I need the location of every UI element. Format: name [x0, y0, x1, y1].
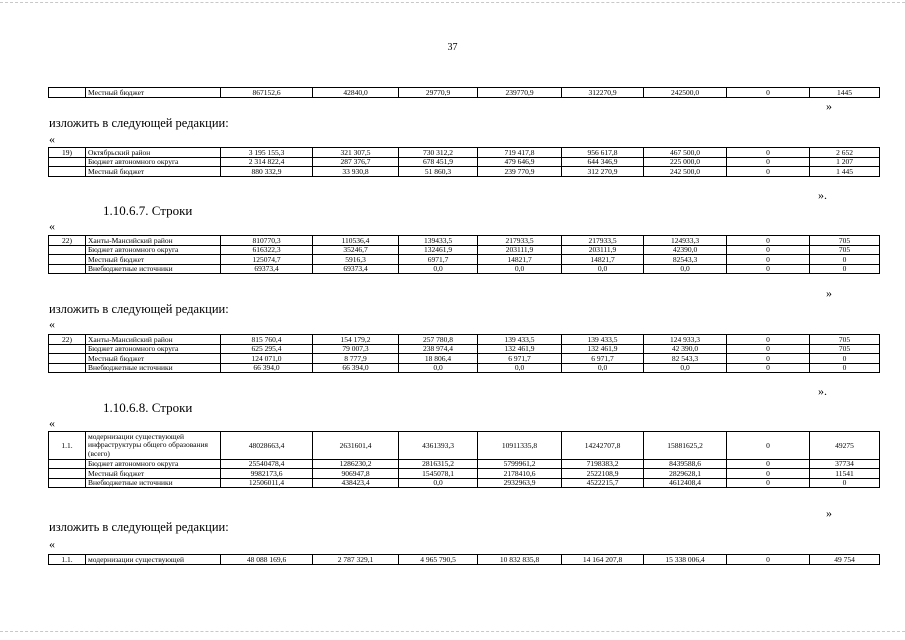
value-cell: 35246,7: [313, 245, 399, 255]
value-cell: 1286230,2: [313, 459, 399, 469]
row-name-cell: Внебюджетные источники: [86, 478, 221, 488]
value-cell: 42390,0: [644, 245, 727, 255]
value-cell: 0: [727, 157, 810, 167]
value-cell: 0: [810, 354, 880, 364]
row-number-cell: 22): [49, 335, 86, 345]
value-cell: 0: [810, 255, 880, 265]
open-quote: «: [49, 219, 55, 233]
value-cell: 0: [727, 459, 810, 469]
value-cell: 0: [727, 88, 810, 98]
value-cell: 79 007,3: [313, 344, 399, 354]
value-cell: 0: [727, 148, 810, 158]
value-cell: 238 974,4: [399, 344, 478, 354]
row-number-cell: [49, 478, 86, 488]
value-cell: 705: [810, 344, 880, 354]
value-cell: 0: [810, 264, 880, 274]
value-cell: 2522108,9: [562, 469, 644, 479]
value-cell: 0,0: [562, 264, 644, 274]
close-quote: »: [826, 99, 832, 113]
value-cell: 10911335,8: [478, 432, 562, 460]
value-cell: 815 760,4: [221, 335, 313, 345]
value-cell: 14821,7: [562, 255, 644, 265]
value-cell: 0: [727, 255, 810, 265]
value-cell: 8 777,9: [313, 354, 399, 364]
value-cell: 154 179,2: [313, 335, 399, 345]
value-cell: 4 965 790,5: [399, 555, 478, 565]
value-cell: 467 500,0: [644, 148, 727, 158]
value-cell: 0,0: [644, 264, 727, 274]
value-cell: 1445: [810, 88, 880, 98]
value-cell: 0: [727, 555, 810, 565]
section-1-10-6-8: 1.10.6.8. Строки: [103, 400, 193, 415]
value-cell: 66 394,0: [221, 363, 313, 373]
value-cell: 11541: [810, 469, 880, 479]
value-cell: 2 652: [810, 148, 880, 158]
row-name-cell: Местный бюджет: [86, 469, 221, 479]
table-row: [49, 157, 880, 167]
row-number-cell: [49, 354, 86, 364]
close-quote: »: [826, 286, 832, 300]
value-cell: 5799961,2: [478, 459, 562, 469]
value-cell: 1 207: [810, 157, 880, 167]
close-quote-dot: ».: [818, 384, 827, 398]
table-t4: [48, 431, 880, 488]
value-cell: 4612408,4: [644, 478, 727, 488]
row-number-cell: 1.1.: [49, 555, 86, 565]
row-number-cell: [49, 363, 86, 373]
value-cell: 42 390,0: [644, 344, 727, 354]
value-cell: 810770,3: [221, 236, 313, 246]
table-row: [49, 555, 880, 565]
value-cell: 321 307,5: [313, 148, 399, 158]
table-row: [49, 469, 880, 479]
value-cell: 880 332,9: [221, 167, 313, 177]
value-cell: 0: [727, 335, 810, 345]
scan-edge-top: [0, 2, 905, 3]
value-cell: 0: [727, 478, 810, 488]
value-cell: 124 071,0: [221, 354, 313, 364]
row-number-cell: [49, 344, 86, 354]
value-cell: 906947,8: [313, 469, 399, 479]
value-cell: 15881625,2: [644, 432, 727, 460]
value-cell: 0: [727, 469, 810, 479]
table-row: [49, 88, 880, 98]
row-name-cell: Ханты-Мансийский район: [86, 236, 221, 246]
page-number: 37: [447, 42, 458, 53]
value-cell: 625 295,4: [221, 344, 313, 354]
table-row: [49, 478, 880, 488]
value-cell: 132 461,9: [562, 344, 644, 354]
row-number-cell: [49, 167, 86, 177]
open-quote: «: [49, 317, 55, 331]
value-cell: 1 445: [810, 167, 880, 177]
value-cell: 0,0: [399, 264, 478, 274]
value-cell: 0: [727, 167, 810, 177]
value-cell: 867152,6: [221, 88, 313, 98]
row-name-cell: модернизации существующей инфраструктуры общего образования (всего): [86, 432, 221, 460]
value-cell: 124 933,3: [644, 335, 727, 345]
value-cell: 2631601,4: [313, 432, 399, 460]
value-cell: 6 971,7: [478, 354, 562, 364]
value-cell: 33 930,8: [313, 167, 399, 177]
row-name-cell: Местный бюджет: [86, 255, 221, 265]
value-cell: 225 000,0: [644, 157, 727, 167]
row-number-cell: 1.1.: [49, 432, 86, 460]
value-cell: 217933,5: [478, 236, 562, 246]
open-quote: «: [49, 537, 55, 551]
value-cell: 0: [810, 478, 880, 488]
table-t2: [48, 235, 880, 274]
value-cell: 14 164 207,8: [562, 555, 644, 565]
table-t5: [48, 554, 880, 565]
row-name-cell: Местный бюджет: [86, 167, 221, 177]
row-number-cell: [49, 255, 86, 265]
value-cell: 139 433,5: [562, 335, 644, 345]
value-cell: 29770,9: [399, 88, 478, 98]
table-t3: [48, 334, 880, 373]
row-name-cell: Внебюджетные источники: [86, 363, 221, 373]
value-cell: 287 376,7: [313, 157, 399, 167]
value-cell: 2178410,6: [478, 469, 562, 479]
value-cell: 0: [727, 432, 810, 460]
value-cell: 12506011,4: [221, 478, 313, 488]
row-number-cell: [49, 157, 86, 167]
value-cell: 15 338 006,4: [644, 555, 727, 565]
value-cell: 312 270,9: [562, 167, 644, 177]
value-cell: 69373,4: [313, 264, 399, 274]
row-name-cell: Ханты-Мансийский район: [86, 335, 221, 345]
row-name-cell: Внебюджетные источники: [86, 264, 221, 274]
value-cell: 10 832 835,8: [478, 555, 562, 565]
replace-phrase: изложить в следующей редакции:: [49, 116, 229, 130]
value-cell: 0: [727, 264, 810, 274]
row-name-cell: Бюджет автономного округа: [86, 344, 221, 354]
value-cell: 5916,3: [313, 255, 399, 265]
value-cell: 242500,0: [644, 88, 727, 98]
value-cell: 139433,5: [399, 236, 478, 246]
value-cell: 203111,9: [478, 245, 562, 255]
value-cell: 66 394,0: [313, 363, 399, 373]
row-number-cell: [49, 469, 86, 479]
table-t1: [48, 147, 880, 177]
value-cell: 0: [727, 245, 810, 255]
value-cell: 616322,3: [221, 245, 313, 255]
open-quote: «: [49, 416, 55, 430]
value-cell: 49275: [810, 432, 880, 460]
replace-phrase: изложить в следующей редакции:: [49, 302, 229, 316]
value-cell: 0: [727, 344, 810, 354]
value-cell: 51 860,3: [399, 167, 478, 177]
value-cell: 678 451,9: [399, 157, 478, 167]
close-quote-dot: ».: [818, 188, 827, 202]
table-row: [49, 354, 880, 364]
table-row: [49, 245, 880, 255]
value-cell: 239 770,9: [478, 167, 562, 177]
table-row: [49, 459, 880, 469]
value-cell: 719 417,8: [478, 148, 562, 158]
row-name-cell: Бюджет автономного округа: [86, 459, 221, 469]
row-name-cell: Местный бюджет: [86, 354, 221, 364]
value-cell: 132461,9: [399, 245, 478, 255]
value-cell: 257 780,8: [399, 335, 478, 345]
value-cell: 242 500,0: [644, 167, 727, 177]
value-cell: 124933,3: [644, 236, 727, 246]
value-cell: 25540478,4: [221, 459, 313, 469]
value-cell: 0: [810, 363, 880, 373]
table-row: [49, 148, 880, 158]
row-number-cell: [49, 459, 86, 469]
row-number-cell: 22): [49, 236, 86, 246]
value-cell: 4361393,3: [399, 432, 478, 460]
value-cell: 82 543,3: [644, 354, 727, 364]
row-name-cell: Бюджет автономного округа: [86, 157, 221, 167]
value-cell: 705: [810, 335, 880, 345]
value-cell: 3 195 155,3: [221, 148, 313, 158]
value-cell: 14242707,8: [562, 432, 644, 460]
row-name-cell: Бюджет автономного округа: [86, 245, 221, 255]
table-row: [49, 236, 880, 246]
value-cell: 203111,9: [562, 245, 644, 255]
value-cell: 0,0: [562, 363, 644, 373]
value-cell: 6971,7: [399, 255, 478, 265]
value-cell: 82543,3: [644, 255, 727, 265]
value-cell: 0: [727, 236, 810, 246]
row-name-cell: Местный бюджет: [86, 88, 221, 98]
table-row: [49, 264, 880, 274]
table-row: [49, 432, 880, 460]
value-cell: 0,0: [478, 363, 562, 373]
value-cell: 8439588,6: [644, 459, 727, 469]
value-cell: 42840,0: [313, 88, 399, 98]
value-cell: 125074,7: [221, 255, 313, 265]
table-row: [49, 363, 880, 373]
scan-edge-bottom: [0, 631, 905, 632]
value-cell: 14821,7: [478, 255, 562, 265]
row-number-cell: [49, 264, 86, 274]
value-cell: 705: [810, 245, 880, 255]
value-cell: 132 461,9: [478, 344, 562, 354]
value-cell: 7198383,2: [562, 459, 644, 469]
value-cell: 730 312,2: [399, 148, 478, 158]
replace-phrase: изложить в следующей редакции:: [49, 520, 229, 534]
value-cell: 2 314 822,4: [221, 157, 313, 167]
value-cell: 239770,9: [478, 88, 562, 98]
table-row: [49, 335, 880, 345]
value-cell: 2 787 329,1: [313, 555, 399, 565]
value-cell: 0,0: [399, 363, 478, 373]
row-number-cell: [49, 245, 86, 255]
row-number-cell: 19): [49, 148, 86, 158]
section-1-10-6-7: 1.10.6.7. Строки: [103, 203, 193, 218]
value-cell: 0,0: [478, 264, 562, 274]
open-quote: «: [49, 132, 55, 146]
value-cell: 0,0: [399, 478, 478, 488]
value-cell: 49 754: [810, 555, 880, 565]
value-cell: 0,0: [644, 363, 727, 373]
table-t0: [48, 87, 880, 98]
value-cell: 312270,9: [562, 88, 644, 98]
value-cell: 217933,5: [562, 236, 644, 246]
value-cell: 956 617,8: [562, 148, 644, 158]
table-row: [49, 344, 880, 354]
value-cell: 48 088 169,6: [221, 555, 313, 565]
value-cell: 644 346,9: [562, 157, 644, 167]
row-name-cell: Октябрьский район: [86, 148, 221, 158]
close-quote: »: [826, 506, 832, 520]
value-cell: 4522215,7: [562, 478, 644, 488]
row-name-cell: модернизации существующей: [86, 555, 221, 565]
value-cell: 9982173,6: [221, 469, 313, 479]
value-cell: 438423,4: [313, 478, 399, 488]
value-cell: 18 806,4: [399, 354, 478, 364]
value-cell: 110536,4: [313, 236, 399, 246]
value-cell: 1545078,1: [399, 469, 478, 479]
row-number-cell: [49, 88, 86, 98]
value-cell: 479 646,9: [478, 157, 562, 167]
value-cell: 0: [727, 354, 810, 364]
table-row: [49, 255, 880, 265]
value-cell: 0: [727, 363, 810, 373]
value-cell: 2932963,9: [478, 478, 562, 488]
value-cell: 69373,4: [221, 264, 313, 274]
value-cell: 2816315,2: [399, 459, 478, 469]
value-cell: 2829628,1: [644, 469, 727, 479]
value-cell: 139 433,5: [478, 335, 562, 345]
value-cell: 48028663,4: [221, 432, 313, 460]
value-cell: 705: [810, 236, 880, 246]
table-row: [49, 167, 880, 177]
value-cell: 6 971,7: [562, 354, 644, 364]
value-cell: 37734: [810, 459, 880, 469]
